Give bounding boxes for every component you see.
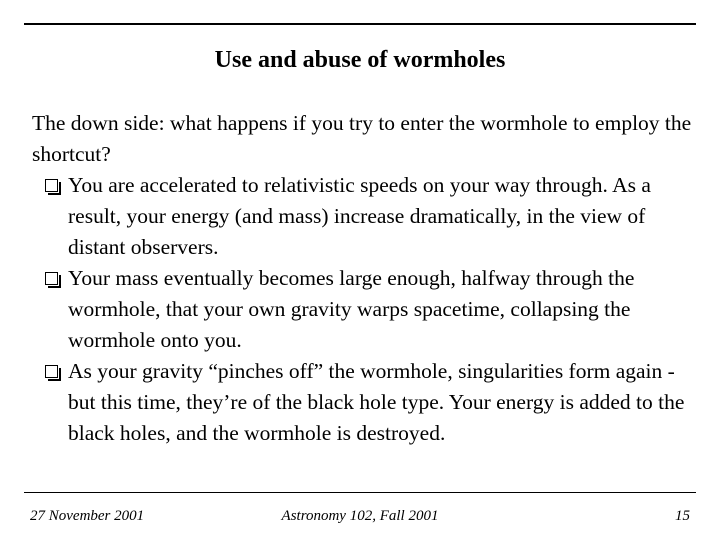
bullet-item (32, 263, 702, 356)
footer-date: 27 November 2001 (30, 508, 145, 524)
bullet-list (32, 170, 702, 449)
footer-page-number: 15 (675, 508, 690, 524)
bullet-item (32, 170, 702, 263)
checkbox-bullet-icon (45, 179, 58, 192)
slide-title: Use and abuse of wormholes (214, 47, 506, 73)
bullet-item (32, 356, 702, 449)
checkbox-bullet-icon (45, 272, 58, 285)
footer-course: Astronomy 102, Fall 2001 (281, 508, 439, 524)
checkbox-bullet-icon (45, 365, 58, 378)
bullet-text: You are accelerated to relativistic speeds on your way through. As a result, your energy (and mass) increase dramatically, in the view of distant observers. (68, 173, 651, 259)
slide-body (32, 108, 702, 449)
top-rule (24, 23, 696, 25)
intro-paragraph: The down side: what happens if you try to enter the wormhole to employ the shortcut? (32, 111, 692, 166)
bullet-text: Your mass eventually becomes large enough, halfway through the wormhole, that your own gravity warps spacetime, collapsing the wormhole onto you. (68, 266, 635, 352)
bottom-rule (24, 492, 696, 493)
bullet-text: As your gravity “pinches off” the wormhole, singularities form again - but this time, they’re of the black hole type. Your energy is added to the black holes, and the wormhole is destroyed. (68, 359, 685, 445)
